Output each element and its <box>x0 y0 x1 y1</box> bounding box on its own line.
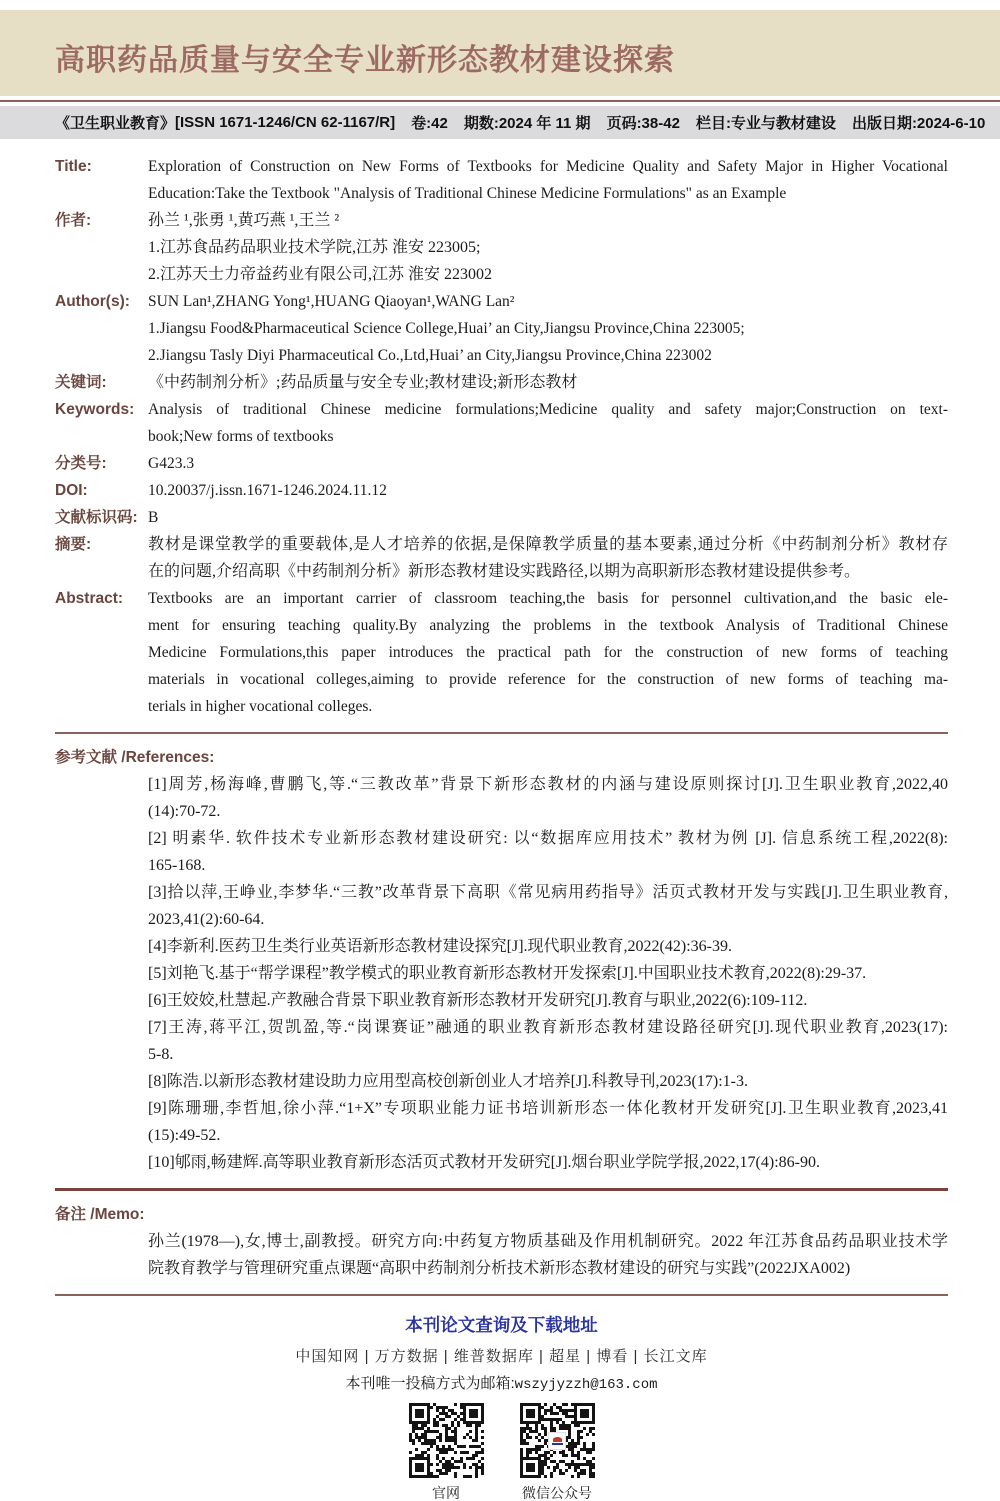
journal-issue: 期数:2024 年 11 期 <box>463 115 591 132</box>
email-address: wszyjyzzh@163.com <box>514 1377 658 1393</box>
field-label-doi: DOI: <box>55 482 88 499</box>
text-line: 2.江苏天士力帝益药业有限公司,江苏 淮安 223002 <box>148 266 493 283</box>
field-row-keywords-en <box>55 396 948 450</box>
text-line: [1]周芳,杨海峰,曹鹏飞,等.“三教改革”背景下新形态教材的内涵与建设原则探讨[J].卫生职业教育,2022,40 <box>148 776 948 793</box>
text-line: 教材是课堂教学的重要载体,是人才培养的依据,是保障教学质量的基本要素,通过分析《中药制剂分析》教材存 <box>148 536 948 553</box>
email-label: 本刊唯一投稿方式为邮箱: <box>345 1375 515 1392</box>
journal-pub-date: 出版日期:2024-6-10 <box>851 115 986 132</box>
text-line: Exploration of Construction on New Forms of Textbooks for Medicine Quality and Safety Major in Higher Vocational <box>148 158 948 175</box>
field-value-authors-cn <box>148 207 948 288</box>
page-title: 高职药品质量与安全专业新形态教材建设探索 <box>55 44 675 77</box>
footer-divider <box>55 1294 948 1296</box>
text-line: B <box>148 509 159 526</box>
section-divider <box>55 732 948 734</box>
journal-column: 栏目:专业与教材建设 <box>695 115 836 132</box>
field-value-classification <box>148 450 948 477</box>
field-label-keywords-en: Keywords: <box>55 401 135 418</box>
footer-heading: 本刊论文查询及下载地址 <box>405 1315 598 1335</box>
references-list <box>55 771 948 1176</box>
text-line: G423.3 <box>148 455 195 472</box>
qr-wechat <box>520 1403 595 1501</box>
text-line: (14):70-72. <box>148 803 221 820</box>
reference-item <box>148 879 948 933</box>
field-label-title: Title: <box>55 158 92 175</box>
text-line: 5-8. <box>148 1046 174 1063</box>
field-row-authors-cn <box>55 207 948 288</box>
field-row-title <box>55 153 948 207</box>
reference-item <box>148 825 948 879</box>
text-line: [5]刘艳飞.基于“帮学课程”教学模式的职业教育新形态教材开发探索[J].中国职业技术教育,2022(8):29-37. <box>148 965 867 982</box>
record-content <box>0 139 1000 1501</box>
text-line: [10]郇雨,畅建辉.高等职业教育新形态活页式教材开发研究[J].烟台职业学院学报,2022,17(4):86-90. <box>148 1154 820 1171</box>
field-label-document-code: 文献标识码: <box>55 509 138 526</box>
references-heading: 参考文献 /References: <box>55 749 215 766</box>
memo-section <box>55 1201 948 1282</box>
text-line: [9]陈珊珊,李哲旭,徐小萍.“1+X”专项职业能力证书培训新形态一体化教材开发研究[J].卫生职业教育,2023,41 <box>148 1100 948 1117</box>
field-row-keywords-cn <box>55 369 948 396</box>
database-list: 中国知网 | 万方数据 | 维普数据库 | 超星 | 博看 | 长江文库 <box>295 1348 708 1365</box>
text-line: SUN Lan¹,ZHANG Yong¹,HUANG Qiaoyan¹,WANG Lan² <box>148 293 515 310</box>
references-section <box>55 744 948 1176</box>
field-value-doi <box>148 477 948 504</box>
journal-info-bar <box>0 106 1000 139</box>
field-row-abstract-cn <box>55 531 948 585</box>
qr-official-site <box>409 1403 484 1501</box>
metadata-section <box>55 153 948 720</box>
field-row-doi <box>55 477 948 504</box>
text-line: 孙兰(1978—),女,博士,副教授。研究方向:中药复方物质基础及作用机制研究。2022 年江苏食品药品职业技术学 <box>148 1233 948 1250</box>
field-label-authors-en: Author(s): <box>55 293 130 310</box>
journal-name: 《卫生职业教育》 <box>55 115 176 132</box>
field-value-abstract-en <box>148 585 948 720</box>
qr-row <box>55 1403 948 1501</box>
field-value-document-code <box>148 504 948 531</box>
field-label-abstract-cn: 摘要: <box>55 536 92 553</box>
journal-pages: 页码:38-42 <box>606 115 680 132</box>
journal-footer <box>55 1312 948 1501</box>
reference-item <box>148 1149 948 1176</box>
field-label-classification: 分类号: <box>55 455 107 472</box>
field-value-authors-en <box>148 288 948 369</box>
text-line: 165-168. <box>148 857 206 874</box>
reference-item <box>148 771 948 825</box>
header-divider <box>0 100 1000 102</box>
text-line: 1.江苏食品药品职业技术学院,江苏 淮安 223005; <box>148 239 481 256</box>
text-line: 1.Jiangsu Food&Pharmaceutical Science College,Huai’ an City,Jiangsu Province,China 223005; <box>148 320 745 337</box>
text-line: [6]王姣姣,杜慧起.产教融合背景下职业教育新形态教材开发研究[J].教育与职业,2022(6):109-112. <box>148 992 808 1009</box>
text-line: 院教育教学与管理研究重点课题“高职中药制剂分析技术新形态教材建设的研究与实践”(2022JXA002) <box>148 1260 851 1277</box>
text-line: (15):49-52. <box>148 1127 221 1144</box>
qr-code-official-icon <box>409 1403 484 1478</box>
email-line <box>55 1372 948 1393</box>
memo-text <box>148 1228 948 1282</box>
field-label-abstract-en: Abstract: <box>55 590 124 607</box>
text-line: 10.20037/j.issn.1671-1246.2024.11.12 <box>148 482 387 499</box>
qr-code-wechat-icon <box>520 1403 595 1478</box>
text-line: 2023,41(2):60-64. <box>148 911 265 928</box>
text-line: [2] 明素华. 软件技术专业新形态教材建设研究: 以“数据库应用技术” 教材为例 [J]. 信息系统工程,2022(8): <box>148 830 948 847</box>
text-line: 2.Jiangsu Tasly Diyi Pharmaceutical Co.,Ltd,Huai’ an City,Jiangsu Province,China 223002 <box>148 347 712 364</box>
memo-heading: 备注 /Memo: <box>55 1206 145 1223</box>
field-label-authors-cn: 作者: <box>55 212 92 229</box>
reference-item <box>148 1014 948 1068</box>
reference-item <box>148 960 948 987</box>
text-line: Textbooks are an important carrier of classroom teaching,the basis for personnel cultivation,and the basic ele- <box>148 590 948 607</box>
text-line: book;New forms of textbooks <box>148 428 334 445</box>
text-line: Education:Take the Textbook "Analysis of Traditional Chinese Medicine Formulations" as an Example <box>148 185 787 202</box>
text-line: 在的问题,介绍高职《中药制剂分析》新形态教材建设实践路径,以期为高职新形态教材建设提供参考。 <box>148 563 861 580</box>
field-row-document-code <box>55 504 948 531</box>
text-line: 《中药制剂分析》;药品质量与安全专业;教材建设;新形态教材 <box>148 374 578 391</box>
qr-caption-official: 官网 <box>432 1485 460 1501</box>
text-line: [7]王涛,蒋平江,贺凯盈,等.“岗课赛证”融通的职业教育新形态教材建设路径研究[J].现代职业教育,2023(17): <box>148 1019 948 1036</box>
reference-item <box>148 987 948 1014</box>
qr-caption-wechat: 微信公众号 <box>522 1485 592 1501</box>
journal-issn: [ISSN 1671-1246/CN 62-1167/R] <box>175 114 396 131</box>
field-value-title <box>148 153 948 207</box>
field-value-keywords-en <box>148 396 948 450</box>
text-line: Analysis of traditional Chinese medicine formulations;Medicine quality and safety major;Construction on text- <box>148 401 948 418</box>
field-row-authors-en <box>55 288 948 369</box>
text-line: [8]陈浩.以新形态教材建设助力应用型高校创新创业人才培养[J].科教导刊,2023(17):1-3. <box>148 1073 748 1090</box>
field-row-abstract-en <box>55 585 948 720</box>
field-label-keywords-cn: 关键词: <box>55 374 107 391</box>
masthead <box>0 10 1000 96</box>
journal-volume: 卷:42 <box>411 115 448 132</box>
section-divider-thick <box>55 1188 948 1191</box>
text-line: 孙兰 ¹,张勇 ¹,黄巧燕 ¹,王兰 ² <box>148 212 340 229</box>
text-line: [4]李新利.医药卫生类行业英语新形态教材建设探究[J].现代职业教育,2022(42):36-39. <box>148 938 732 955</box>
field-row-classification <box>55 450 948 477</box>
text-line: Medicine Formulations,this paper introduces the practical path for the construction of new forms of teaching <box>148 644 948 661</box>
field-value-abstract-cn <box>148 531 948 585</box>
reference-item <box>148 933 948 960</box>
text-line: materials in vocational colleges,aiming to provide reference for the construction of new forms of teaching ma- <box>148 671 948 688</box>
text-line: [3]拾以萍,王峥业,李梦华.“三教”改革背景下高职《常见病用药指导》活页式教材开发与实践[J].卫生职业教育, <box>148 884 948 901</box>
qr-center-logo-icon <box>548 1432 566 1450</box>
text-line: terials in higher vocational colleges. <box>148 698 373 715</box>
reference-item <box>148 1068 948 1095</box>
field-value-keywords-cn <box>148 369 948 396</box>
reference-item <box>148 1095 948 1149</box>
text-line: ment for ensuring teaching quality.By analyzing the problems in the textbook Analysis of Traditional Chinese <box>148 617 948 634</box>
